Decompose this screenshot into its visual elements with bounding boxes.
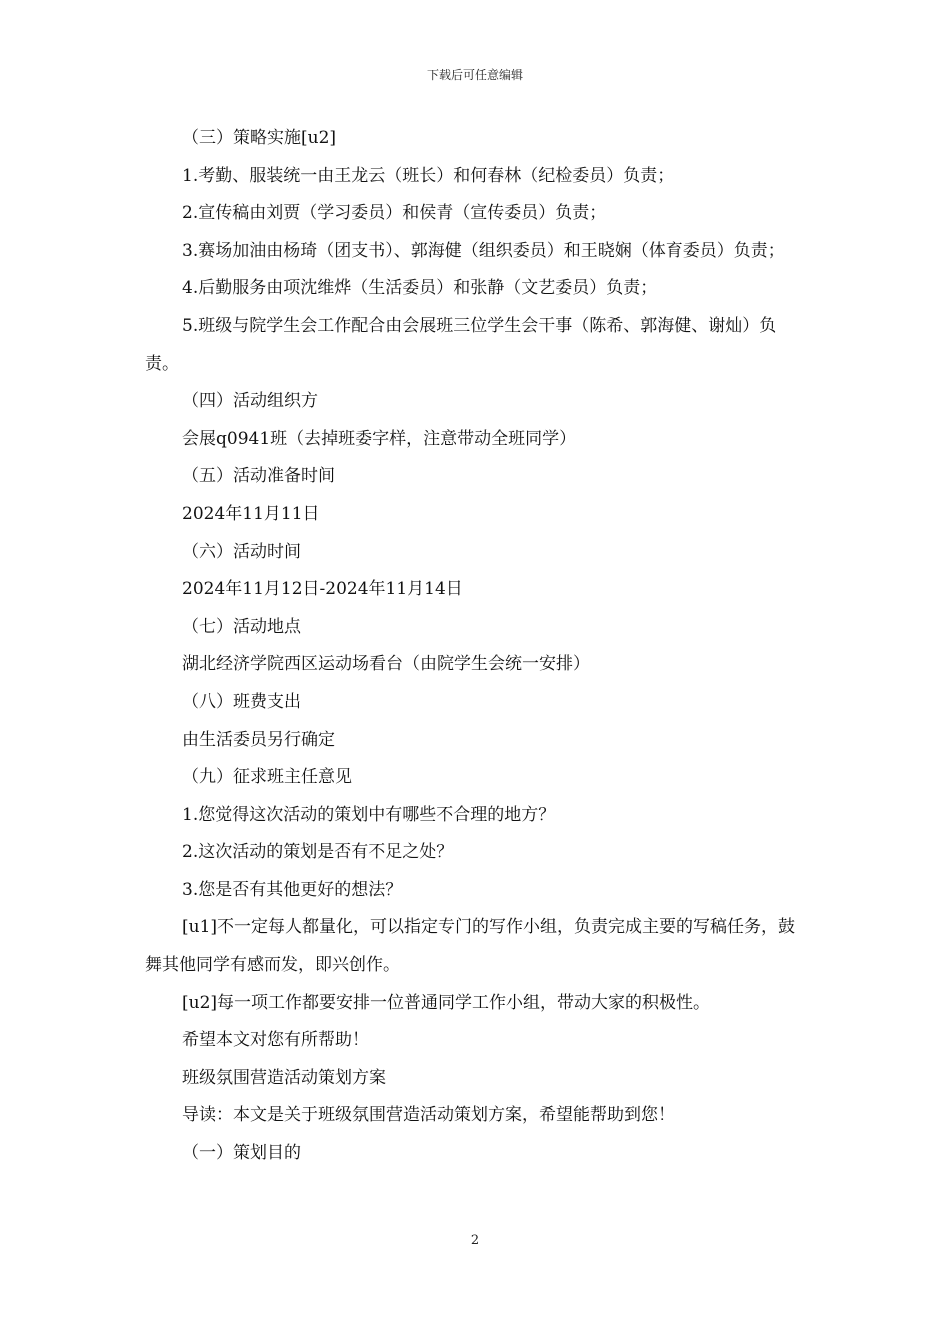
section-heading-event-time: （六）活动时间 (182, 541, 301, 562)
list-item: 3.您是否有其他更好的想法？ (182, 879, 403, 900)
document-title: 班级氛围营造活动策划方案 (182, 1067, 386, 1088)
paragraph: 2024年11月12日-2024年11月14日 (182, 579, 463, 600)
paragraph: 由生活委员另行确定 (182, 729, 335, 750)
section-heading-location: （七）活动地点 (182, 616, 301, 637)
list-item: 3.赛场加油由杨琦（团支书）、郭海健（组织委员）和王晓娴（体育委员）负责； (182, 240, 785, 261)
comment-note: [u2]每一项工作都要安排一位普通同学工作小组，带动大家的积极性。 (182, 992, 711, 1013)
document-body (145, 120, 810, 1173)
page-number: 2 (470, 1233, 480, 1248)
section-heading-prep-time: （五）活动准备时间 (182, 466, 335, 487)
paragraph: 希望本文对您有所帮助！ (182, 1030, 369, 1051)
section-heading-expenses: （八）班费支出 (182, 691, 301, 712)
page-header: 下载后可任意编辑 (426, 68, 523, 82)
paragraph: 2024年11月11日 (182, 503, 320, 524)
list-item: 1.考勤、服装统一由王龙云（班长）和何春林（纪检委员）负责； (182, 165, 675, 186)
list-item: 2.宣传稿由刘贾（学习委员）和侯青（宣传委员）负责； (182, 203, 607, 224)
paragraph: 会展q0941班（去掉班委字样，注意带动全班同学） (182, 428, 577, 449)
paragraph: 湖北经济学院西区运动场看台（由院学生会统一安排） (182, 654, 590, 675)
list-item: 5.班级与院学生会工作配合由会展班三位学生会干事（陈希、郭海健、谢灿）负责。 (145, 315, 777, 374)
section-heading-purpose: （一）策划目的 (182, 1143, 301, 1164)
list-item: 2.这次活动的策划是否有不足之处？ (182, 842, 454, 863)
paragraph: 导读：本文是关于班级氛围营造活动策划方案，希望能帮助到您！ (182, 1105, 675, 1126)
section-heading-organizer: （四）活动组织方 (182, 391, 318, 412)
section-heading-strategy: （三）策略实施[u2] (182, 128, 337, 148)
section-heading-teacher-opinion: （九）征求班主任意见 (182, 767, 352, 788)
list-item: 1.您觉得这次活动的策划中有哪些不合理的地方？ (182, 804, 556, 825)
list-item: 4.后勤服务由项沈维烨（生活委员）和张静（文艺委员）负责； (182, 278, 658, 299)
comment-note: [u1]不一定每人都量化，可以指定专门的写作小组，负责完成主要的写稿任务，鼓舞其他同学有感而发，即兴创作。 (145, 917, 796, 976)
